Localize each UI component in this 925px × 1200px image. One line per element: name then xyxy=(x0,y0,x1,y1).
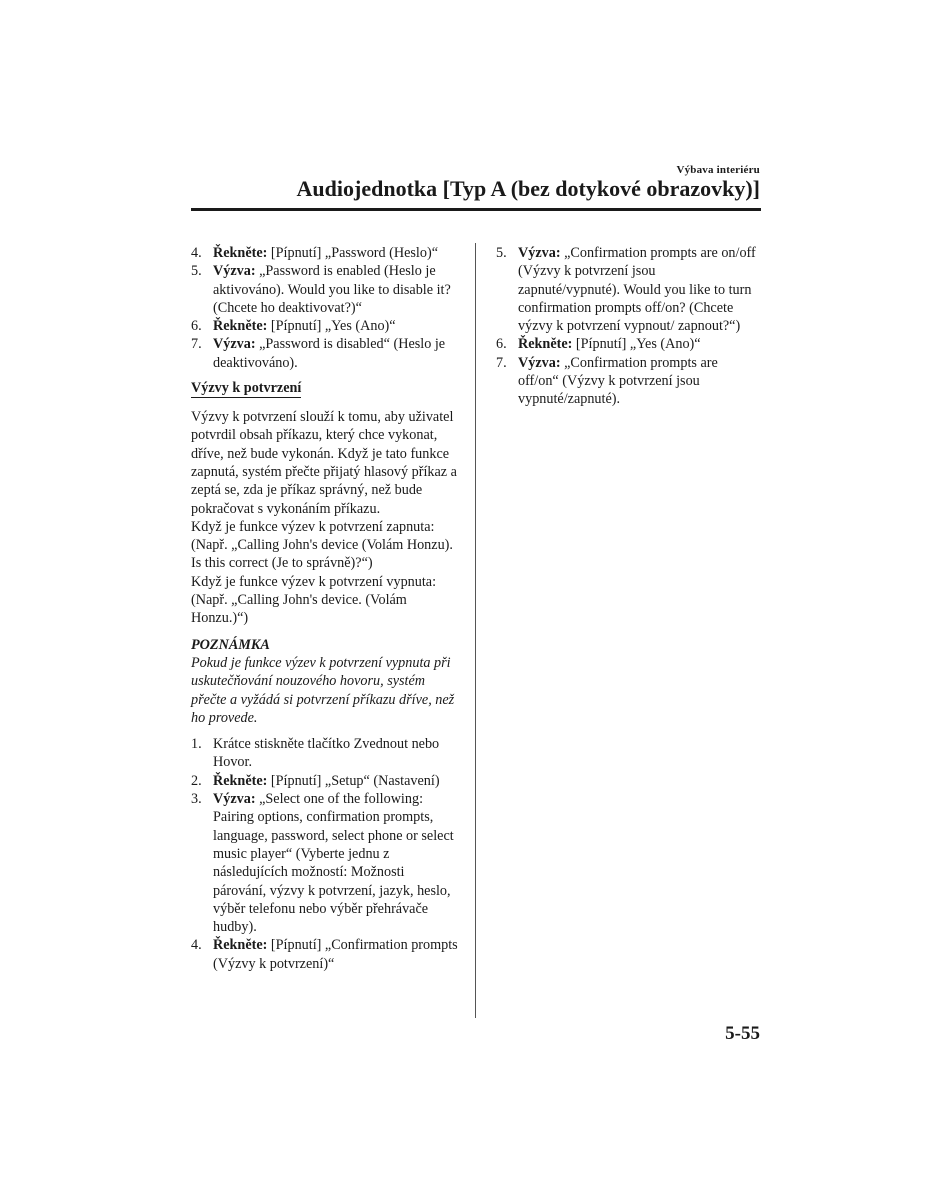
item-text: „Select one of the following: Pairing options, confirmation prompts, language, password, select phone or select music player“ (Vyberte jednu z následujících možností: Možnosti párování, výzvy k potvrzení, jazyk, heslo, výběr telefonu nebo výběr přehrávače hudby). xyxy=(213,791,454,936)
column-divider xyxy=(475,243,476,1018)
item-text: Krátce stiskněte tlačítko Zvednout nebo Hovor. xyxy=(213,736,440,771)
item-text: „Confirmation prompts are off/on“ (Výzvy k potvrzení jsou vypnuté/zapnuté). xyxy=(518,354,718,408)
item-label: Výzva: xyxy=(213,791,256,808)
item-text: „Password is enabled (Heslo je aktivováno). Would you like to disable it? (Chcete ho deaktivovat?)“ xyxy=(213,263,451,316)
item-text: „Confirmation prompts are on/off (Výzvy k potvrzení jsou zapnuté/vypnuté). Would you like to turn confirmation prompts off/on? (Chcete výzvy k potvrzení vypnout/ zapnout?“) xyxy=(518,245,756,335)
list-steps-setup xyxy=(191,735,459,973)
list-steps-confirmation xyxy=(496,244,761,409)
list-item xyxy=(496,335,761,353)
item-label: Výzva: xyxy=(213,336,256,353)
list-item xyxy=(191,735,459,772)
list-item xyxy=(191,244,459,262)
item-text: [Pípnutí] „Setup“ (Nastavení) xyxy=(267,772,440,789)
item-number: 3. xyxy=(191,791,202,808)
list-steps-password xyxy=(191,244,459,372)
paragraph: Když je funkce výzev k potvrzení zapnuta: (Např. „Calling John's device (Volám Honzu). Is this correct (Je to správně)?“) xyxy=(191,518,453,572)
item-label: Řekněte: xyxy=(518,336,573,353)
item-text: „Password is disabled“ (Heslo je deaktivováno). xyxy=(213,336,446,371)
page-title: Audiojednotka [Typ A (bez dotykové obrazovky)] xyxy=(296,176,760,201)
item-label: Řekněte: xyxy=(213,245,268,261)
item-label: Výzva: xyxy=(518,245,561,261)
right-column xyxy=(496,244,761,409)
list-item xyxy=(496,244,761,335)
item-number: 6. xyxy=(496,336,507,353)
section-label: Výbava interiéru xyxy=(676,164,760,176)
note-title: POZNÁMKA xyxy=(191,636,270,653)
left-column xyxy=(191,244,459,973)
item-label: Výzva: xyxy=(518,354,561,371)
subheading-confirmation-prompts: Výzvy k potvrzení xyxy=(191,380,302,397)
page-number: 5-55 xyxy=(725,1023,760,1044)
item-number: 6. xyxy=(191,318,202,335)
item-label: Řekněte: xyxy=(213,318,268,335)
item-number: 4. xyxy=(191,245,202,261)
list-item xyxy=(191,317,459,335)
list-item xyxy=(191,262,459,317)
item-text: [Pípnutí] „Confirmation prompts (Výzvy k potvrzení)“ xyxy=(213,937,458,972)
item-number: 1. xyxy=(191,736,202,753)
item-label: Výzva: xyxy=(213,263,256,280)
item-label: Řekněte: xyxy=(213,772,268,789)
item-text: [Pípnutí] „Password (Heslo)“ xyxy=(267,245,438,261)
paragraph: Když je funkce výzev k potvrzení vypnuta: (Např. „Calling John's device. (Volám Honzu.)“) xyxy=(191,573,437,627)
list-item xyxy=(191,335,459,372)
item-number: 7. xyxy=(496,354,507,371)
item-number: 5. xyxy=(496,245,507,261)
item-label: Řekněte: xyxy=(213,937,268,954)
title-rule xyxy=(191,208,761,211)
note-text: Pokud je funkce výzev k potvrzení vypnuta při uskutečňování nouzového hovoru, systém přečte a vyžádá si potvrzení příkazu dříve, než ho provede. xyxy=(191,654,455,726)
item-number: 2. xyxy=(191,772,202,789)
item-number: 5. xyxy=(191,263,202,280)
list-item xyxy=(191,772,459,790)
paragraph: Výzvy k potvrzení slouží k tomu, aby uživatel potvrdil obsah příkazu, který chce vykonat, dříve, než bude vykonán. Když je tato funkce zapnutá, systém přečte přijatý hlasový příkaz a zeptá se, zda je příkaz správný, než bude pokračovat s vykonáním příkazu. xyxy=(191,409,457,517)
item-number: 7. xyxy=(191,336,202,353)
item-text: [Pípnutí] „Yes (Ano)“ xyxy=(572,336,701,353)
list-item xyxy=(496,354,761,409)
list-item xyxy=(191,936,459,973)
item-text: [Pípnutí] „Yes (Ano)“ xyxy=(267,318,396,335)
item-number: 4. xyxy=(191,937,202,954)
list-item xyxy=(191,790,459,936)
